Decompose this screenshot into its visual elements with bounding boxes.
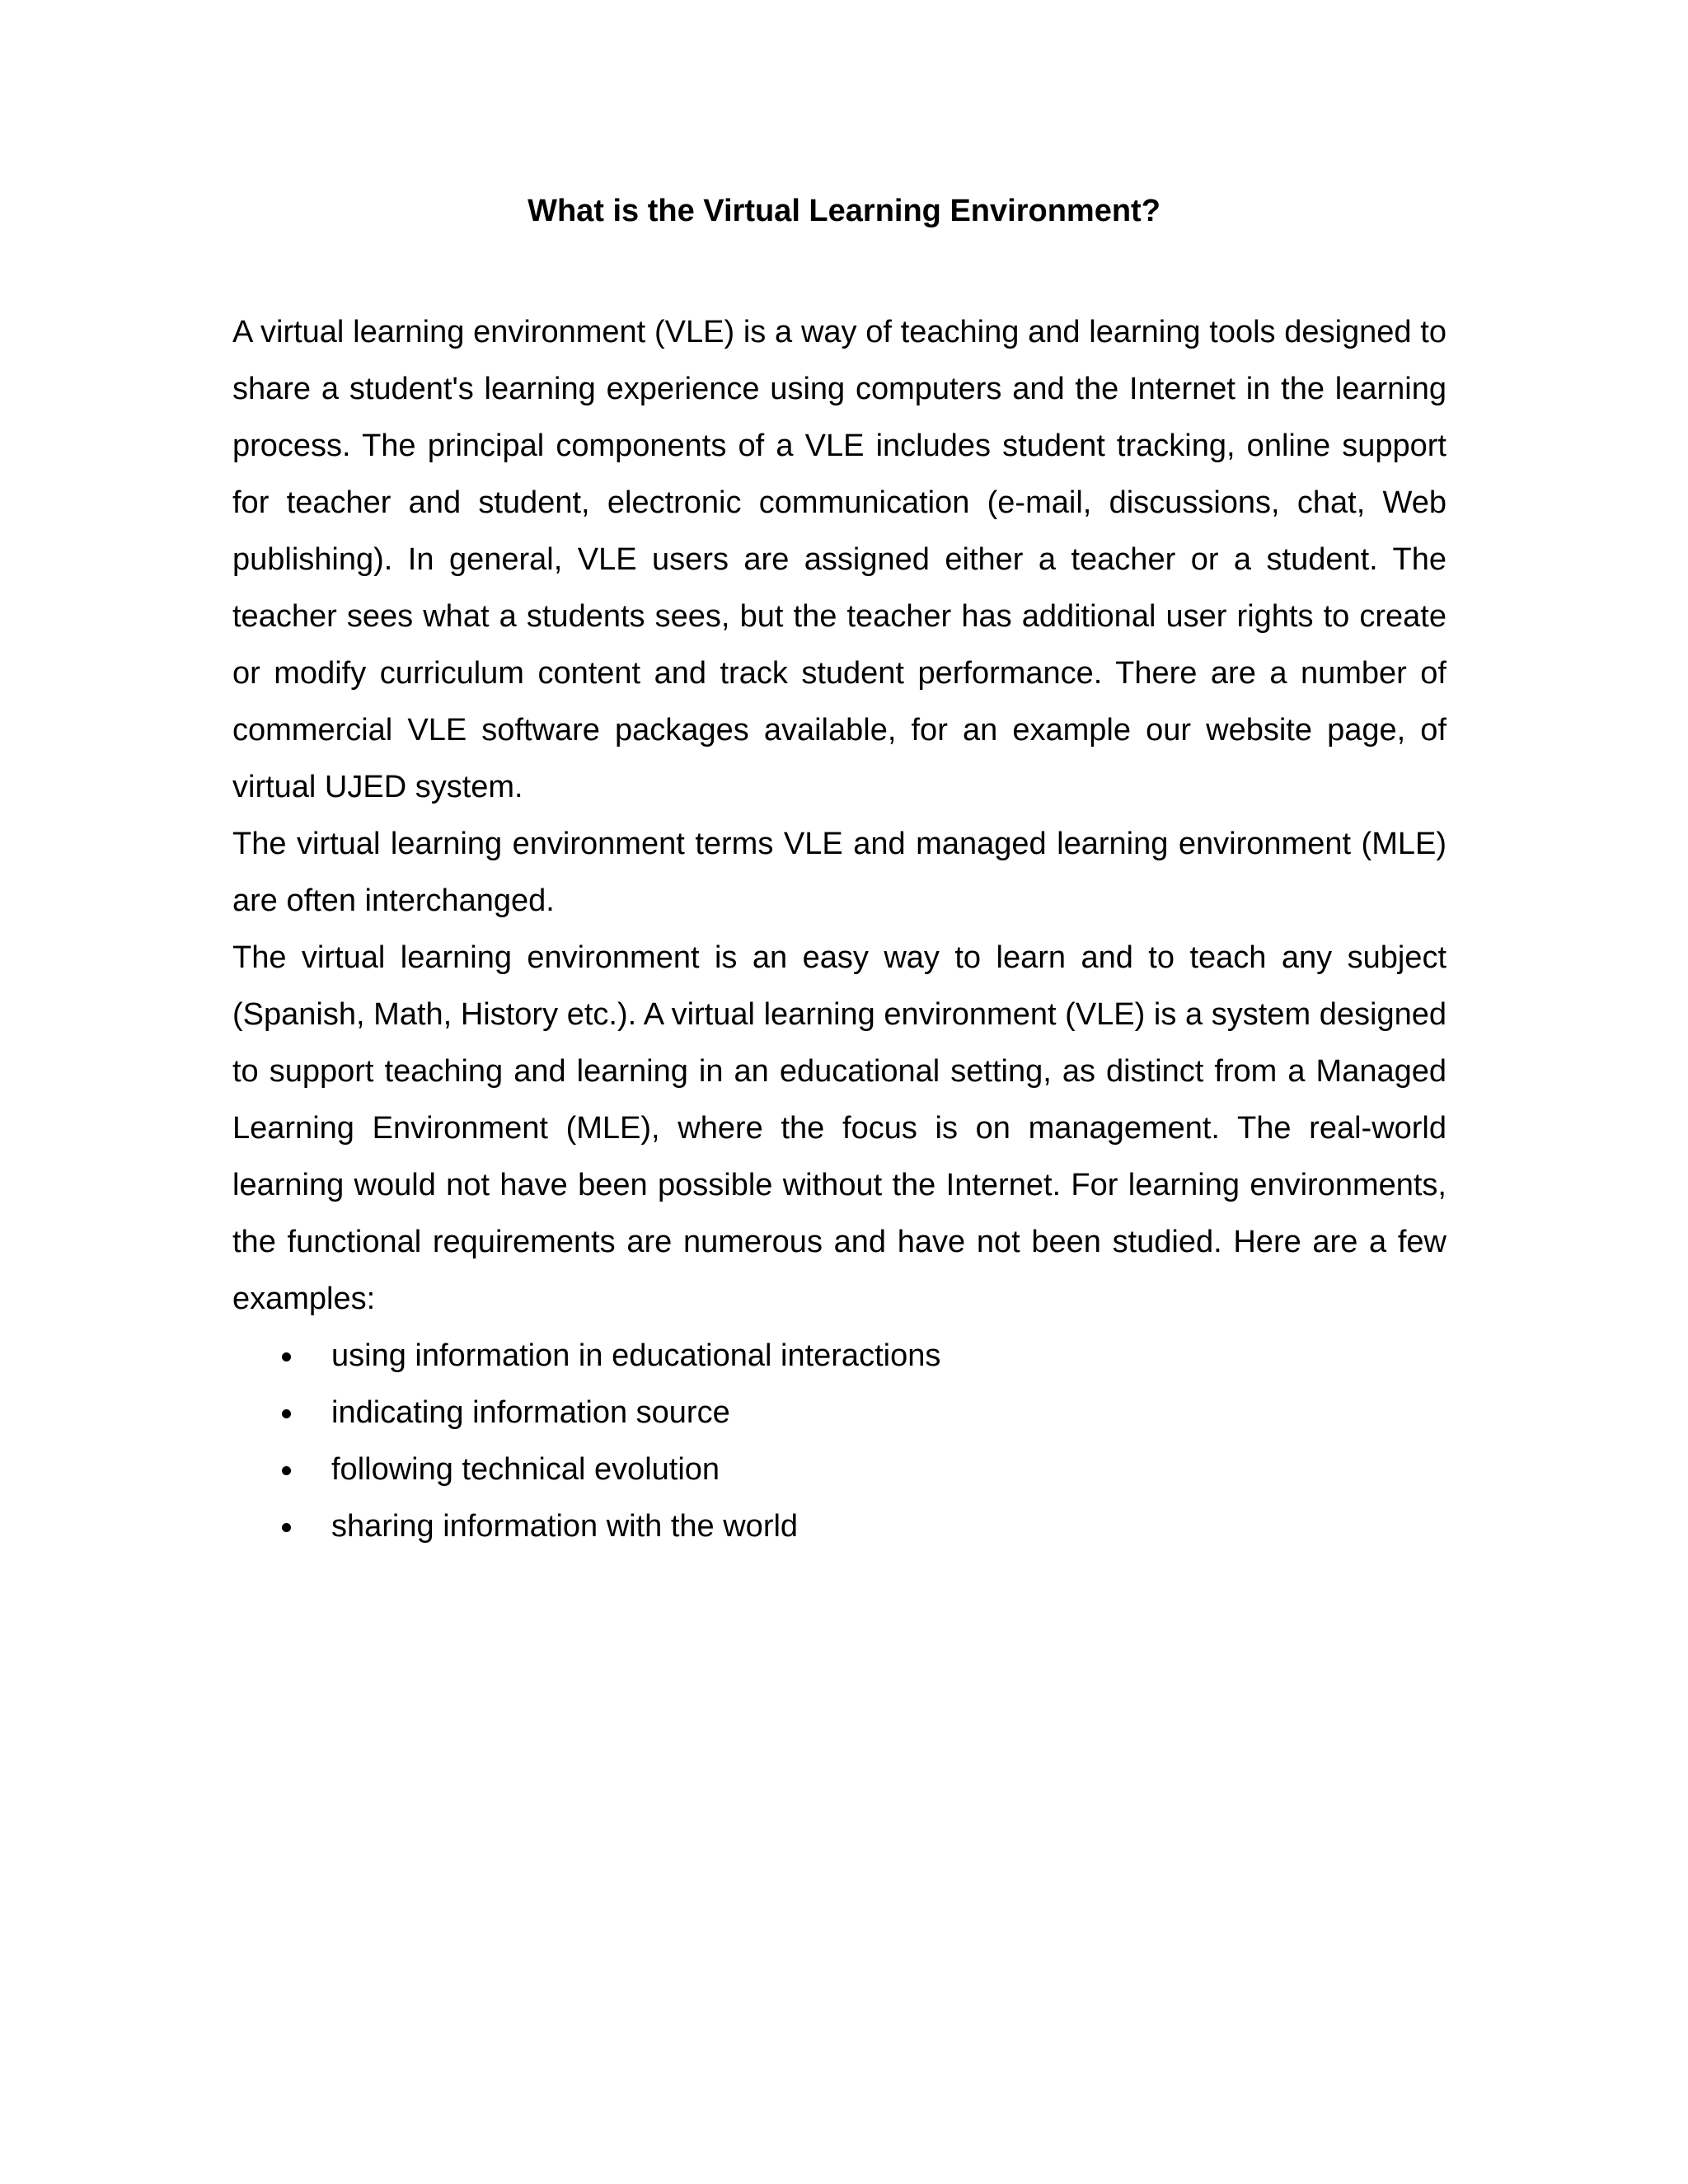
list-item [232, 1328, 1447, 1385]
list-item-text: following technical evolution [331, 1452, 720, 1487]
examples-list [232, 1328, 1447, 1555]
list-item [232, 1385, 1447, 1441]
bullet-icon [282, 1523, 291, 1532]
bullet-icon [282, 1352, 291, 1361]
bullet-icon [282, 1466, 291, 1475]
list-item [232, 1441, 1447, 1498]
paragraph-vle-mle-terms: The virtual learning environment terms VLE and managed learning environment (MLE) are often interchanged. [232, 827, 1447, 918]
list-item [232, 1498, 1447, 1555]
document-body [232, 304, 1447, 1555]
bullet-icon [282, 1409, 291, 1418]
paragraph-vle-definition: A virtual learning environment (VLE) is a way of teaching and learning tools designed to share a student's learning experience using computers and the Internet in the learning process. The principal components of a VLE includes student tracking, online support for teacher and student, electronic communication (e-mail, discussions, chat, Web publishing). In general, VLE users are assigned either a teacher or a student. The teacher sees what a students sees, but the teacher has additional user rights to create or modify curriculum content and track student performance. There are a number of commercial VLE software packages available, for an example our website page, of virtual UJED system. [232, 315, 1447, 804]
paragraph-vle-uses: The virtual learning environment is an easy way to learn and to teach any subject (Spanish, Math, History etc.). A virtual learning environment (VLE) is a system designed to support teaching and learning in an educational setting, as distinct from a Managed Learning Environment (MLE), where the focus is on management. The real-world learning would not have been possible without the Internet. For learning environments, the functional requirements are numerous and have not been studied. Here are a few examples: [232, 940, 1447, 1316]
list-item-text: using information in educational interactions [331, 1338, 941, 1373]
list-item-text: indicating information source [331, 1395, 730, 1430]
document-title: What is the Virtual Learning Environment? [528, 194, 1160, 228]
list-item-text: sharing information with the world [331, 1509, 799, 1544]
